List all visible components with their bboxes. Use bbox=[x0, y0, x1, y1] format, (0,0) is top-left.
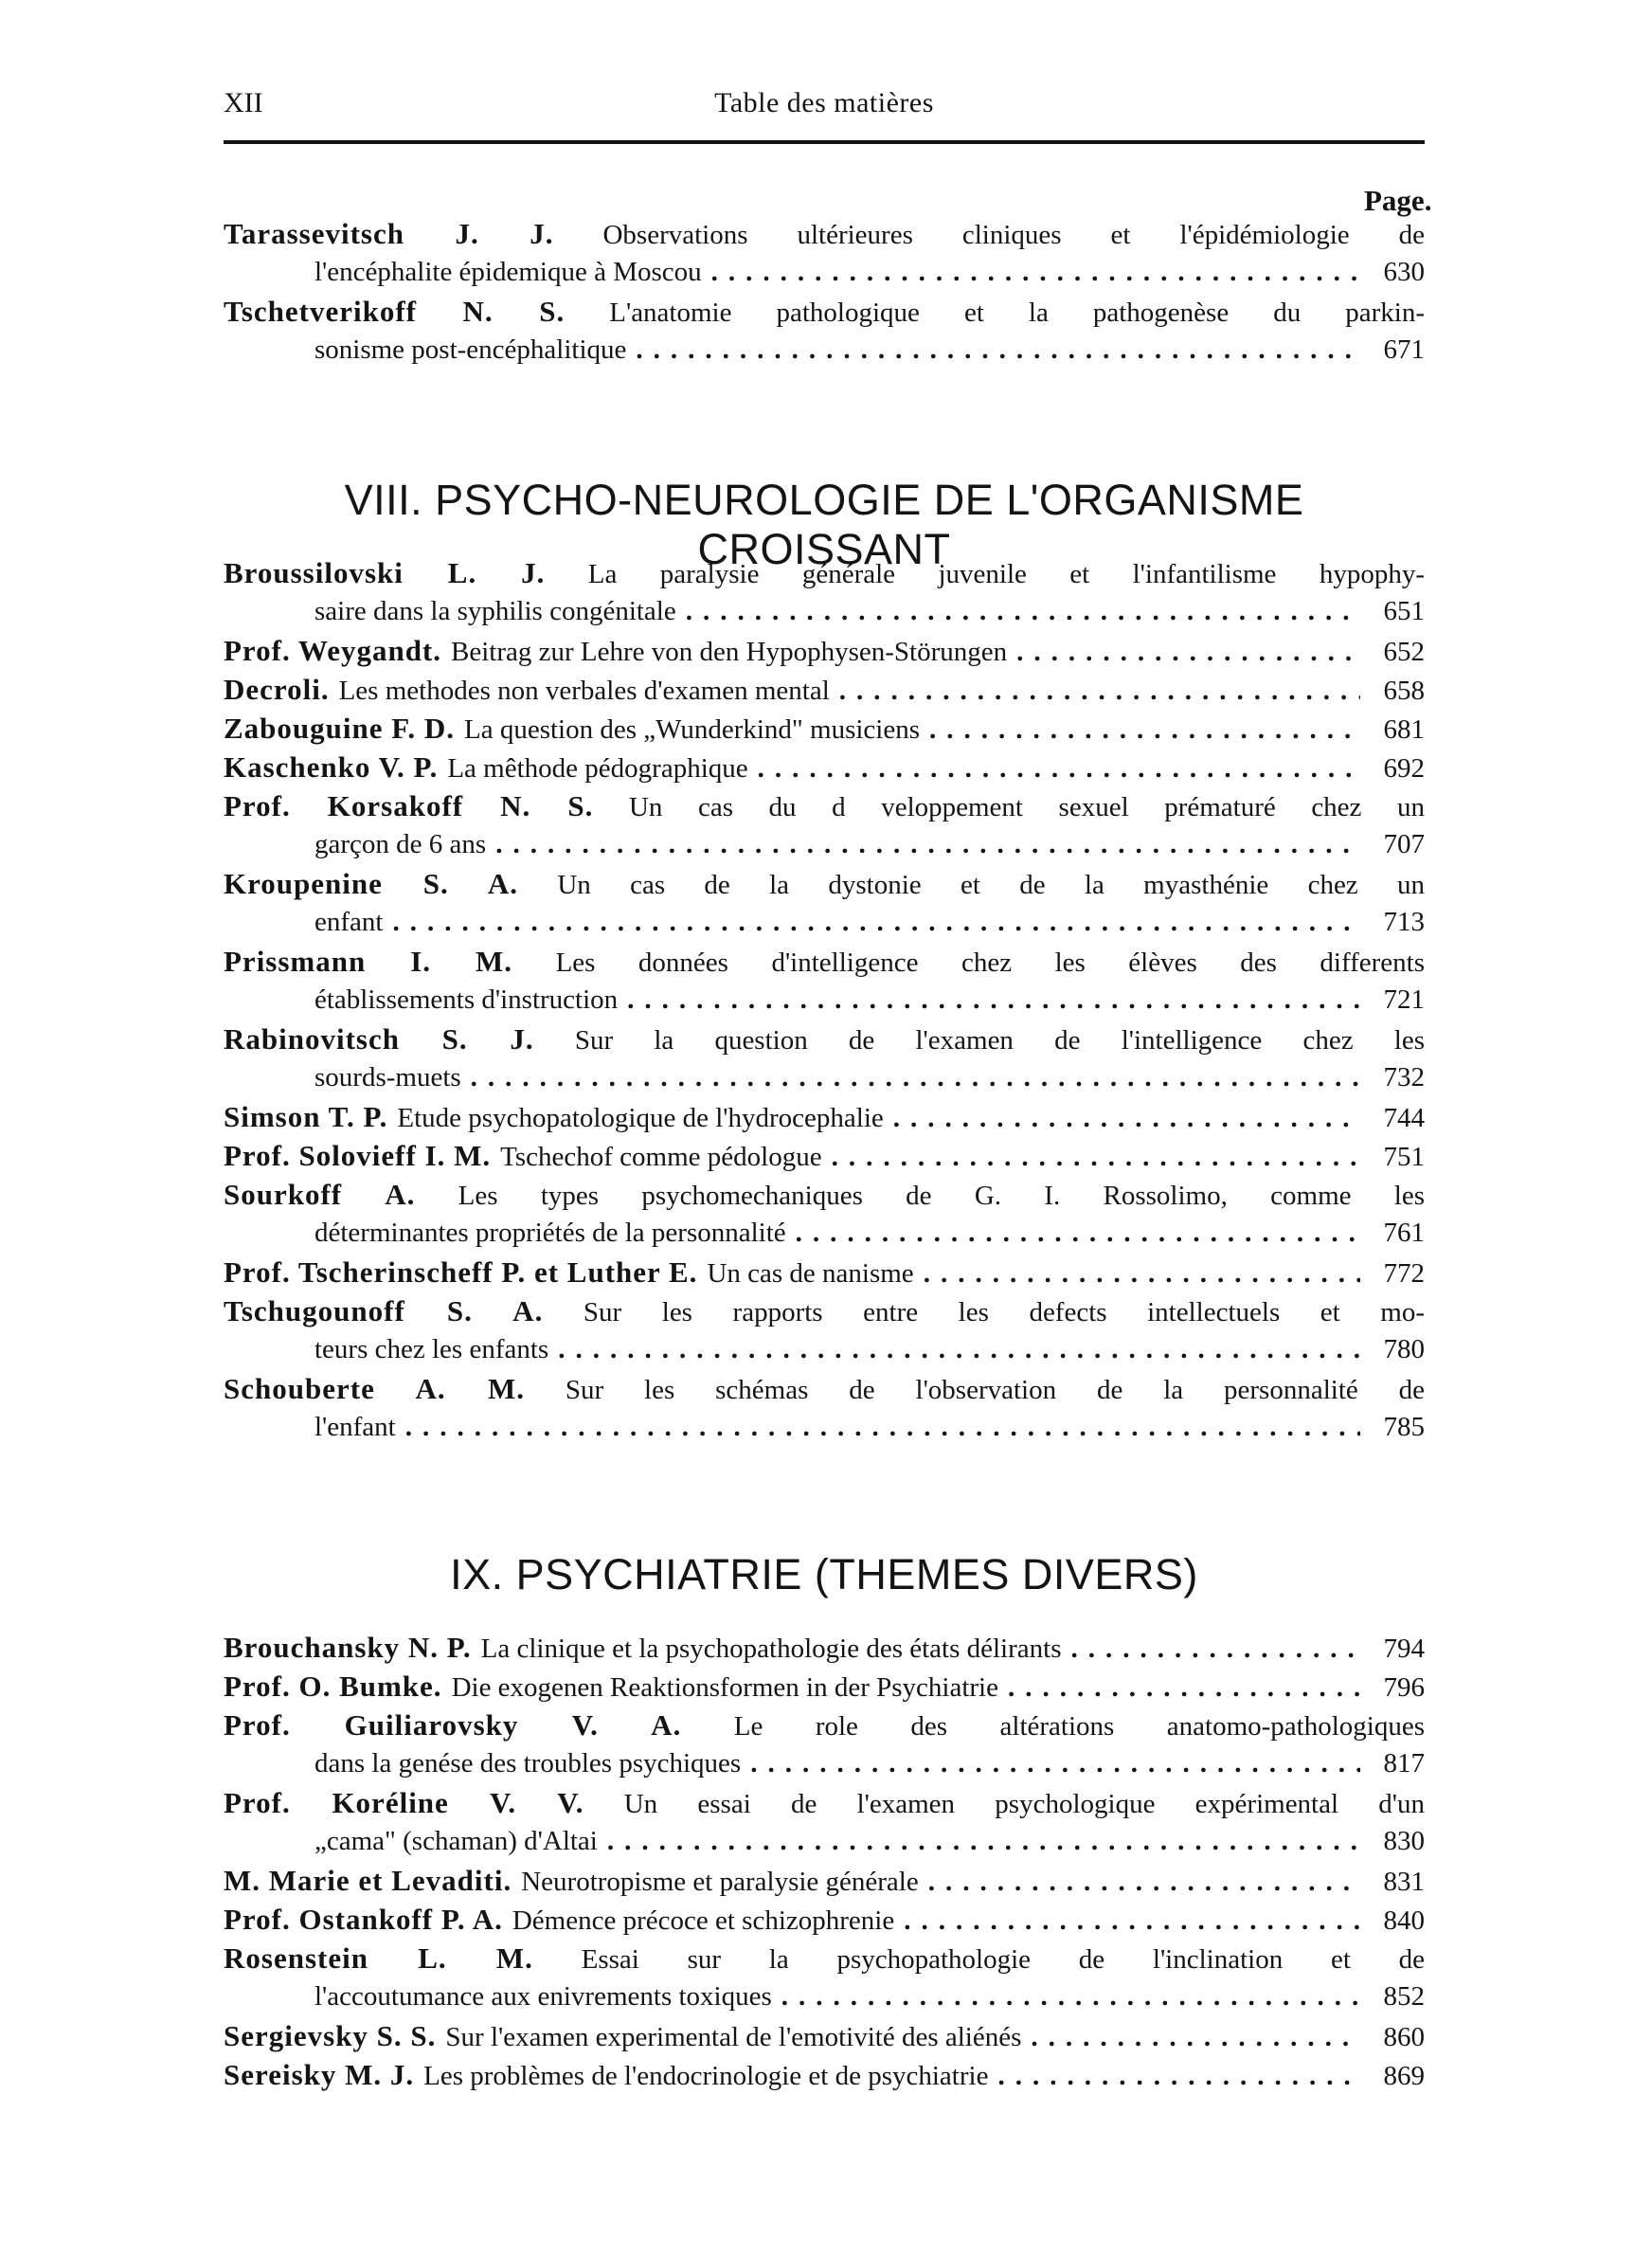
toc-entry bbox=[224, 1861, 1425, 1900]
toc-entry bbox=[224, 1136, 1425, 1175]
entry-first-line bbox=[224, 1706, 1425, 1744]
entry-line bbox=[224, 1667, 1425, 1706]
entry-title-line2: déterminantes propriétés de la personnalité bbox=[314, 1218, 786, 1248]
entry-author: Sergievsky S. S. bbox=[224, 2019, 437, 2052]
dot-leader bbox=[495, 825, 1360, 864]
section-heading-ix: IX. PSYCHIATRIE (THEMES DIVERS) bbox=[450, 1550, 1198, 1598]
entry-title-line2: dans la genése des troubles psychiques bbox=[314, 1748, 742, 1779]
dot-leader bbox=[636, 331, 1360, 370]
entry-title: Tschechof comme pédologue bbox=[500, 1142, 822, 1172]
dot-leader bbox=[796, 1214, 1360, 1253]
dot-leader bbox=[781, 1977, 1360, 2016]
header-rule bbox=[224, 140, 1425, 144]
entry-page-number: 772 bbox=[1383, 1258, 1425, 1289]
entry-title: La question des „Wunderkind" musiciens bbox=[464, 714, 921, 745]
entry-continuation-line bbox=[224, 903, 1425, 942]
dot-leader bbox=[929, 711, 1360, 749]
toc-entry bbox=[224, 1291, 1425, 1369]
entry-continuation-line bbox=[224, 592, 1425, 631]
entry-author: Prissmann I. M. bbox=[224, 945, 513, 978]
toc-entry bbox=[224, 553, 1425, 631]
toc-entry bbox=[224, 1900, 1425, 1939]
entry-title-line1: Sur les rapports entre les defects intellectuels et mo- bbox=[583, 1297, 1426, 1327]
entry-line bbox=[224, 748, 1425, 786]
dot-leader bbox=[904, 1902, 1360, 1941]
entry-page-number: 830 bbox=[1383, 1826, 1425, 1856]
entry-author: Prof. Ostankoff P. A. bbox=[224, 1903, 503, 1936]
entry-title: Démence précoce et schizophrenie bbox=[512, 1905, 895, 1936]
entry-title-line1: Le role des altérations anatomo-pathologiques bbox=[733, 1711, 1425, 1742]
entry-title: Sur l'examen experimental de l'emotivité des aliénés bbox=[445, 2022, 1022, 2052]
toc-entry bbox=[224, 1783, 1425, 1861]
entry-author: Tschetverikoff N. S. bbox=[224, 295, 566, 328]
entry-author: Prof. Koréline V. V. bbox=[224, 1786, 584, 1819]
entry-line bbox=[224, 2016, 1425, 2055]
entry-line bbox=[224, 1861, 1425, 1900]
dot-leader bbox=[405, 1408, 1360, 1447]
entry-title-line2: l'enfant bbox=[314, 1412, 396, 1442]
dot-leader bbox=[1008, 1669, 1360, 1707]
toc-entries-section-viii bbox=[224, 553, 1425, 1447]
entry-title-line1: Sur la question de l'examen de l'intelligence chez les bbox=[574, 1025, 1425, 1056]
toc-entry bbox=[224, 1939, 1425, 2016]
entry-line bbox=[224, 631, 1425, 670]
entry-page-number: 852 bbox=[1383, 1981, 1425, 2012]
section-heading-viii: VIII. PSYCHO-NEUROLOGIE DE L'ORGANISME CROISSANT bbox=[344, 476, 1304, 573]
entry-author: Prof. Solovieff I. M. bbox=[224, 1139, 492, 1172]
dot-leader bbox=[1070, 1630, 1360, 1669]
entry-page-number: 732 bbox=[1383, 1062, 1425, 1092]
entry-first-line bbox=[224, 292, 1425, 331]
entry-title-line1: L'anatomie pathologique et la pathogenèse du parkin- bbox=[609, 298, 1426, 328]
entry-first-line bbox=[224, 864, 1425, 903]
entry-page-number: 671 bbox=[1383, 334, 1425, 365]
toc-entry bbox=[224, 1175, 1425, 1253]
entry-author: Kroupenine S. A. bbox=[224, 867, 518, 900]
entry-page-number: 713 bbox=[1383, 907, 1425, 937]
entry-author: Rabinovitsch S. J. bbox=[224, 1022, 534, 1056]
entry-title-line1: Un cas de la dystonie et de la myasthénie chez un bbox=[557, 870, 1426, 900]
entry-title-line1: La paralysie générale juvenile et l'infantilisme hypophy- bbox=[587, 559, 1425, 589]
toc-entry bbox=[224, 292, 1425, 370]
entry-title-line1: Un essai de l'examen psychologique expérimental d'un bbox=[623, 1789, 1426, 1819]
toc-entry bbox=[224, 2055, 1425, 2094]
entry-continuation-line bbox=[224, 825, 1425, 864]
entry-title: Un cas de nanisme bbox=[707, 1258, 914, 1289]
entry-page-number: 860 bbox=[1383, 2022, 1425, 2052]
entry-author: Simson T. P. bbox=[224, 1100, 388, 1133]
entry-continuation-line bbox=[224, 1330, 1425, 1369]
entry-author: Decroli. bbox=[224, 673, 330, 706]
dot-leader bbox=[758, 749, 1360, 788]
entry-title-line2: garçon de 6 ans bbox=[314, 829, 487, 859]
entry-title-line1: Sur les schémas de l'observation de la personnalité de bbox=[565, 1375, 1425, 1405]
entry-author: Zabouguine F. D. bbox=[224, 712, 455, 745]
toc-entries-section-ix bbox=[224, 1628, 1425, 2094]
entry-title-line2: l'encéphalite épidemique à Moscou bbox=[314, 257, 702, 287]
dot-leader bbox=[750, 1744, 1360, 1783]
entry-title: Neurotropisme et paralysie générale bbox=[521, 1867, 919, 1897]
entry-page-number: 780 bbox=[1383, 1334, 1425, 1364]
entry-page-number: 869 bbox=[1383, 2061, 1425, 2091]
entry-page-number: 761 bbox=[1383, 1218, 1425, 1248]
entry-line bbox=[224, 1097, 1425, 1136]
entry-author: Tschugounoff S. A. bbox=[224, 1294, 544, 1327]
dot-leader bbox=[839, 672, 1360, 711]
toc-entry bbox=[224, 1253, 1425, 1291]
entry-title-line2: sonisme post-encéphalitique bbox=[314, 334, 627, 365]
entry-line bbox=[224, 1136, 1425, 1175]
entry-page-number: 794 bbox=[1383, 1634, 1425, 1664]
entry-page-number: 692 bbox=[1383, 753, 1425, 784]
entry-page-number: 630 bbox=[1383, 257, 1425, 287]
entry-title: Die exogenen Reaktionsformen in der Psychiatrie bbox=[451, 1672, 998, 1703]
entry-title: Les problèmes de l'endocrinologie et de psychiatrie bbox=[423, 2061, 989, 2091]
toc-entry bbox=[224, 942, 1425, 1020]
entry-title-line2: établissements d'instruction bbox=[314, 984, 619, 1015]
entry-page-number: 840 bbox=[1383, 1905, 1425, 1936]
entry-page-number: 721 bbox=[1383, 984, 1425, 1015]
entry-author: Brouchansky N. P. bbox=[224, 1631, 472, 1664]
entry-page-number: 651 bbox=[1383, 596, 1425, 626]
entry-first-line bbox=[224, 553, 1425, 592]
toc-entry bbox=[224, 670, 1425, 709]
entry-title-line1: Essai sur la psychopathologie de l'inclination et de bbox=[581, 1944, 1426, 1975]
dot-leader bbox=[711, 253, 1360, 292]
toc-entry bbox=[224, 2016, 1425, 2055]
toc-entry bbox=[224, 864, 1425, 942]
entry-page-number: 817 bbox=[1383, 1748, 1425, 1779]
entry-first-line bbox=[224, 214, 1425, 253]
entry-first-line bbox=[224, 1783, 1425, 1822]
entry-title-line1: Observations ultérieures cliniques et l'épidémiologie de bbox=[602, 220, 1426, 250]
toc-entry bbox=[224, 786, 1425, 864]
entry-continuation-line bbox=[224, 1977, 1425, 2016]
entry-title-line1: Les données d'intelligence chez les élèves des differents bbox=[555, 948, 1425, 978]
entry-title-line2: l'accoutumance aux enivrements toxiques bbox=[314, 1981, 772, 2012]
dot-leader bbox=[392, 903, 1360, 942]
dot-leader bbox=[607, 1822, 1360, 1861]
toc-entry bbox=[224, 1097, 1425, 1136]
entry-page-number: 652 bbox=[1383, 637, 1425, 667]
toc-entry bbox=[224, 748, 1425, 786]
entry-line bbox=[224, 1253, 1425, 1291]
entry-first-line bbox=[224, 786, 1425, 825]
entry-author: Schouberte A. M. bbox=[224, 1372, 526, 1405]
entry-author: Prof. O. Bumke. bbox=[224, 1670, 442, 1703]
entry-author: Prof. Korsakoff N. S. bbox=[224, 789, 594, 822]
entry-author: Prof. Weygandt. bbox=[224, 634, 442, 667]
dot-leader bbox=[471, 1058, 1360, 1097]
dot-leader bbox=[686, 592, 1360, 631]
entry-author: Prof. Tscherinscheff P. et Luther E. bbox=[224, 1255, 698, 1289]
entry-author: Tarassevitsch J. J. bbox=[224, 217, 554, 250]
entry-author: Rosenstein L. M. bbox=[224, 1941, 533, 1975]
entry-title: Les methodes non verbales d'examen mental bbox=[338, 676, 830, 706]
entry-author: Sereisky M. J. bbox=[224, 2058, 415, 2091]
entry-author: Sourkoff A. bbox=[224, 1178, 416, 1211]
entry-continuation-line bbox=[224, 331, 1425, 370]
toc-entries-top bbox=[224, 214, 1425, 370]
entry-title: Etude psychopatologique de l'hydrocephalie bbox=[397, 1103, 884, 1133]
entry-page-number: 751 bbox=[1383, 1142, 1425, 1172]
entry-continuation-line bbox=[224, 1744, 1425, 1783]
entry-title-line1: Un cas du d veloppement sexuel prématuré chez un bbox=[628, 792, 1425, 822]
entry-author: M. Marie et Levaditi. bbox=[224, 1864, 512, 1897]
toc-entry bbox=[224, 1667, 1425, 1706]
page-folio: XII bbox=[224, 87, 263, 118]
dot-leader bbox=[832, 1138, 1360, 1177]
entry-title: La mêthode pédographique bbox=[447, 753, 748, 784]
entry-continuation-line bbox=[224, 1822, 1425, 1861]
entry-author: Kaschenko V. P. bbox=[224, 750, 439, 784]
entry-title-line2: saire dans la syphilis congénitale bbox=[314, 596, 676, 626]
dot-leader bbox=[924, 1255, 1360, 1293]
dot-leader bbox=[997, 2057, 1360, 2096]
entry-continuation-line bbox=[224, 981, 1425, 1020]
toc-entry bbox=[224, 1369, 1425, 1447]
toc-entry bbox=[224, 214, 1425, 292]
entry-first-line bbox=[224, 942, 1425, 981]
entry-page-number: 707 bbox=[1383, 829, 1425, 859]
toc-entry bbox=[224, 631, 1425, 670]
entry-title-line1: Les types psychomechaniques de G. I. Rossolimo, comme les bbox=[458, 1181, 1426, 1211]
entry-author: Prof. Guiliarovsky V. A. bbox=[224, 1708, 682, 1742]
entry-first-line bbox=[224, 1939, 1425, 1977]
entry-first-line bbox=[224, 1175, 1425, 1214]
dot-leader bbox=[627, 981, 1360, 1020]
dot-leader bbox=[1016, 633, 1360, 672]
entry-continuation-line bbox=[224, 1058, 1425, 1097]
entry-author: Broussilovski L. J. bbox=[224, 556, 546, 589]
entry-page-number: 681 bbox=[1383, 714, 1425, 745]
dot-leader bbox=[893, 1099, 1360, 1138]
entry-title-line2: teurs chez les enfants bbox=[314, 1334, 549, 1364]
entry-page-number: 785 bbox=[1383, 1412, 1425, 1442]
entry-line bbox=[224, 709, 1425, 748]
entry-title-line2: enfant bbox=[314, 907, 384, 937]
entry-title-line2: „cama" (schaman) d'Altai bbox=[314, 1826, 598, 1856]
entry-first-line bbox=[224, 1020, 1425, 1058]
entry-line bbox=[224, 1900, 1425, 1939]
entry-page-number: 658 bbox=[1383, 676, 1425, 706]
toc-entry bbox=[224, 1020, 1425, 1097]
entry-title: Beitrag zur Lehre von den Hypophysen-Störungen bbox=[451, 637, 1008, 667]
toc-entry bbox=[224, 1628, 1425, 1667]
entry-title: La clinique et la psychopathologie des états délirants bbox=[480, 1634, 1062, 1664]
entry-continuation-line bbox=[224, 253, 1425, 292]
dot-leader bbox=[928, 1863, 1360, 1902]
toc-entry bbox=[224, 709, 1425, 748]
toc-entry bbox=[224, 1706, 1425, 1783]
entry-page-number: 796 bbox=[1383, 1672, 1425, 1703]
entry-line bbox=[224, 1628, 1425, 1667]
entry-line bbox=[224, 670, 1425, 709]
entry-line bbox=[224, 2055, 1425, 2094]
dot-leader bbox=[1031, 2018, 1360, 2057]
entry-page-number: 744 bbox=[1383, 1103, 1425, 1133]
entry-title-line2: sourds-muets bbox=[314, 1062, 461, 1092]
dot-leader bbox=[558, 1330, 1360, 1369]
entry-page-number: 831 bbox=[1383, 1867, 1425, 1897]
entry-first-line bbox=[224, 1291, 1425, 1330]
page-column-label: Page. bbox=[1364, 184, 1432, 217]
entry-continuation-line bbox=[224, 1408, 1425, 1447]
entry-continuation-line bbox=[224, 1214, 1425, 1253]
running-head bbox=[224, 87, 1425, 135]
running-title: Table des matières bbox=[714, 87, 934, 118]
entry-first-line bbox=[224, 1369, 1425, 1408]
